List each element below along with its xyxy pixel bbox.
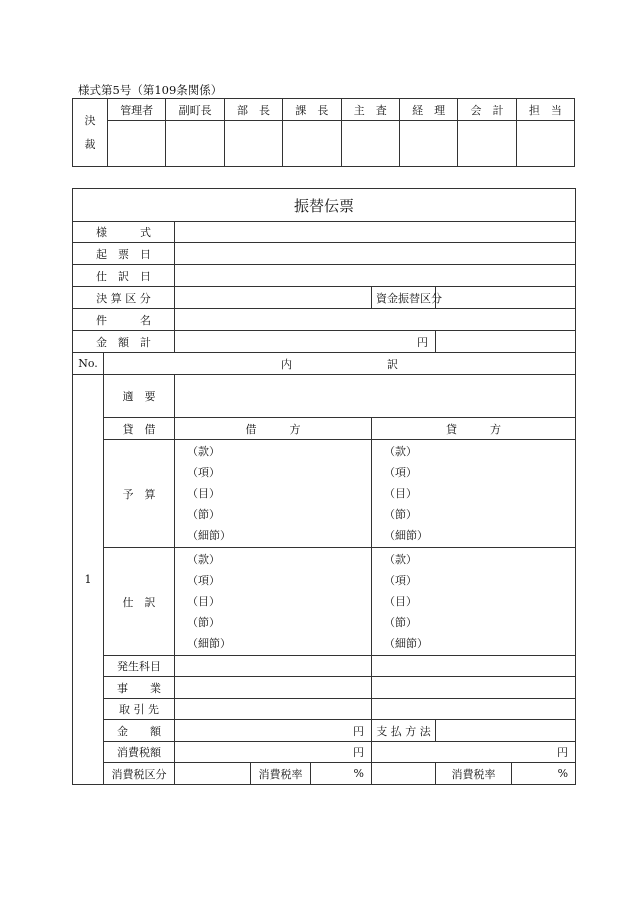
account-level: （節）: [187, 508, 220, 521]
counterparty-debit[interactable]: [175, 699, 372, 720]
yen-unit: 円: [417, 335, 428, 349]
summary-field[interactable]: [175, 375, 576, 418]
tax-class-field[interactable]: [175, 763, 251, 785]
approval-side-char-2: 裁: [84, 137, 96, 151]
account-level: （款）: [384, 553, 417, 566]
fund-transfer-class-text: 資金振替区分: [376, 291, 442, 305]
stamp-box[interactable]: [341, 121, 399, 167]
journal-date-label: 仕 訳 日: [73, 265, 175, 287]
yen-unit: 円: [557, 746, 569, 759]
account-level: （目）: [187, 487, 220, 500]
stamp-box[interactable]: [108, 121, 166, 167]
occurrence-item-label: 発生科目: [104, 656, 175, 677]
entry-date-label: 起 票 日: [73, 243, 175, 265]
amount-field[interactable]: [175, 720, 372, 742]
account-level: （款）: [187, 445, 220, 458]
consumption-tax-label: 消費税額: [104, 742, 175, 763]
account-level: （節）: [384, 508, 417, 521]
account-level: （目）: [384, 487, 417, 500]
approval-role: 課 長: [283, 99, 341, 121]
voucher-title: 振替伝票: [73, 189, 576, 222]
total-amount-label: 金 額 計: [73, 331, 175, 353]
stamp-box[interactable]: [399, 121, 457, 167]
style-field[interactable]: [175, 222, 576, 243]
summary-label: 適 要: [104, 375, 175, 418]
approval-side-label: [73, 99, 108, 167]
business-credit[interactable]: [372, 677, 576, 699]
stamp-box[interactable]: [283, 121, 341, 167]
style-label: 様 式: [73, 222, 175, 243]
debit-credit-label: 貸 借: [104, 418, 175, 440]
journal-credit-cell[interactable]: [372, 548, 576, 656]
approval-role: 主 査: [341, 99, 399, 121]
no-label: No.: [73, 353, 104, 375]
detail-char-1: 内: [281, 357, 292, 371]
account-level: （款）: [384, 445, 417, 458]
approval-role: 管理者: [108, 99, 166, 121]
row-number: 1: [73, 375, 104, 785]
stamp-box[interactable]: [516, 121, 574, 167]
fund-transfer-class-label: [372, 287, 442, 309]
debit-header: 借 方: [175, 418, 372, 440]
detail-char-2: 訳: [387, 357, 398, 371]
payment-method-field[interactable]: [436, 720, 576, 742]
consumption-tax-debit[interactable]: [175, 742, 372, 763]
settlement-class-label: 決 算 区 分: [73, 287, 175, 309]
approval-role: 経 理: [399, 99, 457, 121]
counterparty-credit[interactable]: [372, 699, 576, 720]
total-amount-field[interactable]: [175, 331, 436, 353]
occurrence-item-debit[interactable]: [175, 656, 372, 677]
stamp-box[interactable]: [166, 121, 224, 167]
tax-rate-label-credit: 消費税率: [436, 763, 512, 785]
tax-rate-debit[interactable]: [311, 763, 372, 785]
subject-field[interactable]: [175, 309, 576, 331]
account-level: （目）: [384, 595, 417, 608]
account-level: （節）: [384, 616, 417, 629]
total-amount-blank: [436, 331, 576, 353]
account-level: （項）: [384, 466, 417, 479]
account-level: （款）: [187, 553, 220, 566]
amount-label: 金 額: [104, 720, 175, 742]
account-level: （細節）: [384, 529, 428, 542]
credit-header: 貸 方: [372, 418, 576, 440]
account-level: （節）: [187, 616, 220, 629]
budget-label: 予 算: [104, 440, 175, 548]
approval-role: 会 計: [458, 99, 516, 121]
journal-debit-cell[interactable]: [175, 548, 372, 656]
budget-debit-cell[interactable]: [175, 440, 372, 548]
account-level: （目）: [187, 595, 220, 608]
journal-date-field[interactable]: [175, 265, 576, 287]
approval-side-char-1: 決: [84, 113, 96, 127]
yen-unit: 円: [353, 724, 364, 738]
account-level: （項）: [187, 466, 220, 479]
business-label: 事 業: [104, 677, 175, 699]
form-label: 様式第5号（第109条関係）: [78, 83, 223, 97]
tax-rate-credit[interactable]: [512, 763, 576, 785]
detail-header: [104, 353, 576, 375]
stamp-box[interactable]: [224, 121, 282, 167]
entry-date-field[interactable]: [175, 243, 576, 265]
counterparty-label: 取 引 先: [104, 699, 175, 720]
settlement-class-field[interactable]: [175, 287, 372, 309]
approval-role: 部 長: [224, 99, 282, 121]
tax-rate-label: 消費税率: [251, 763, 311, 785]
account-level: （細節）: [187, 637, 231, 650]
tax-class-credit-field[interactable]: [372, 763, 436, 785]
approval-role: 副町長: [166, 99, 224, 121]
approval-table: [72, 98, 575, 167]
approval-role: 担 当: [516, 99, 574, 121]
journal-label: 仕 訳: [104, 548, 175, 656]
occurrence-item-credit[interactable]: [372, 656, 576, 677]
stamp-box[interactable]: [458, 121, 516, 167]
account-level: （項）: [384, 574, 417, 587]
voucher-table: [72, 188, 576, 785]
yen-unit: 円: [353, 746, 364, 759]
percent-unit: %: [557, 767, 569, 780]
budget-credit-cell[interactable]: [372, 440, 576, 548]
subject-label: 件 名: [73, 309, 175, 331]
account-level: （項）: [187, 574, 220, 587]
account-level: （細節）: [187, 529, 231, 542]
payment-method-label: 支 払 方 法: [372, 720, 436, 742]
business-debit[interactable]: [175, 677, 372, 699]
fund-transfer-class-field[interactable]: [436, 287, 576, 309]
account-level: （細節）: [384, 637, 428, 650]
consumption-tax-credit[interactable]: [372, 742, 576, 763]
percent-unit: %: [353, 767, 364, 780]
tax-class-label: 消費税区分: [104, 763, 175, 785]
